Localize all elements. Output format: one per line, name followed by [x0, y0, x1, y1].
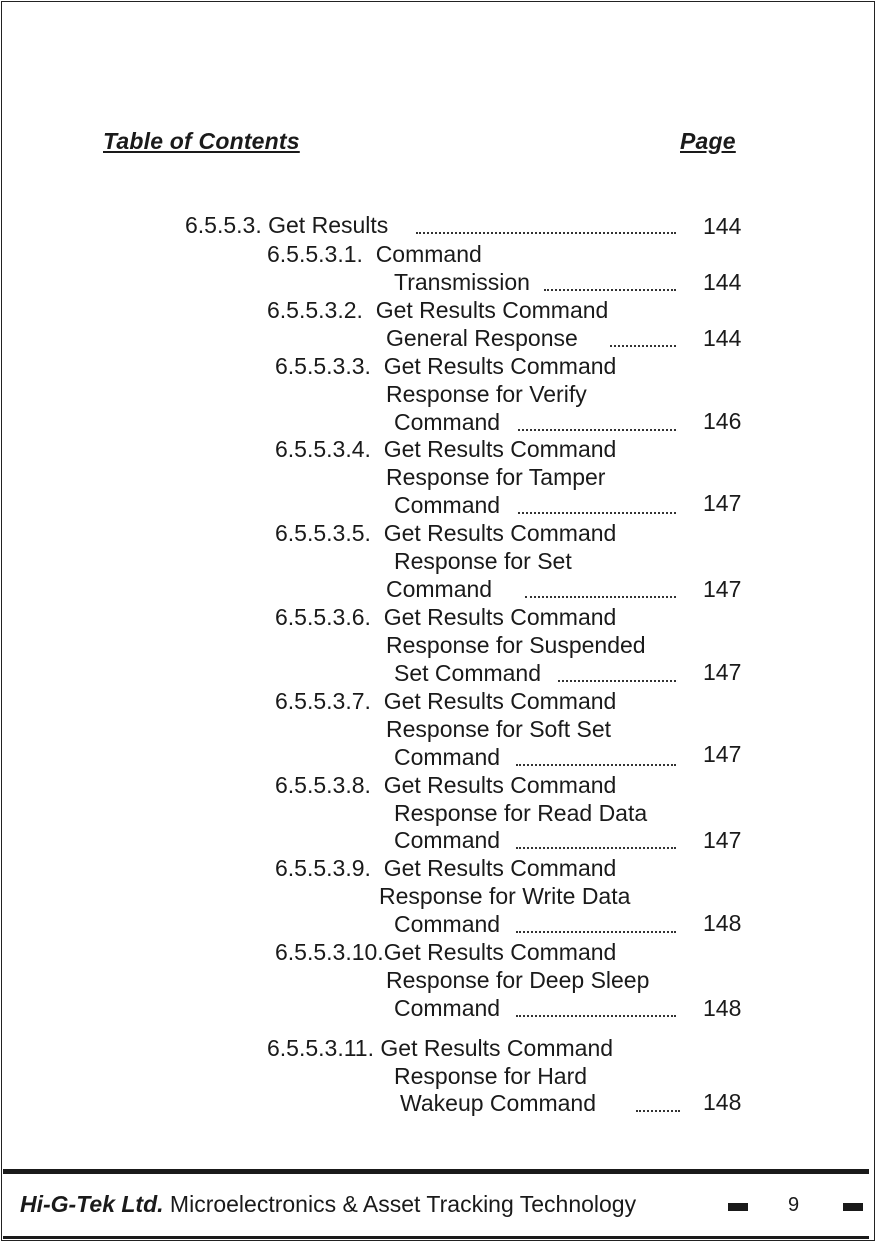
- toc-entry-page: 144: [703, 269, 742, 295]
- leader-dots: [516, 1013, 676, 1017]
- toc-entry-text: 6.5.5.3.3. Get Results Command: [275, 353, 617, 379]
- toc-entry-page: 147: [703, 576, 742, 602]
- toc-entry-page: 148: [703, 995, 742, 1021]
- toc-entry-text: 6.5.5.3.8. Get Results Command: [275, 772, 617, 798]
- page-column-label: Page: [680, 128, 736, 154]
- footer-bar-right: [843, 1203, 863, 1211]
- company-name: Hi-G-Tek Ltd.: [20, 1191, 164, 1217]
- toc-entry-text: Command: [394, 827, 501, 853]
- toc-entry-text: Set Command: [394, 660, 542, 686]
- toc-entry-text: Command: [386, 576, 493, 602]
- toc-entry-text: Response for Soft Set: [386, 716, 612, 742]
- leader-dots: [416, 230, 676, 234]
- leader-dots: [518, 427, 676, 431]
- toc-entry-page: 147: [703, 827, 742, 853]
- toc-entry-text: General Response: [386, 325, 578, 351]
- leader-dots: [516, 762, 676, 766]
- toc-entry-text: Response for Deep Sleep: [386, 967, 650, 993]
- leader-dots: [525, 594, 676, 598]
- toc-entry-text: Transmission: [394, 269, 530, 295]
- toc-entry-page: 144: [703, 213, 742, 239]
- toc-entry-text: Wakeup Command: [400, 1090, 597, 1116]
- toc-entry-text: 6.5.5.3.11. Get Results Command: [267, 1035, 614, 1061]
- leader-dots: [516, 845, 676, 849]
- toc-entry-text: Response for Suspended: [386, 632, 646, 658]
- toc-entry-text: Response for Write Data: [379, 883, 631, 909]
- toc-entry-text: Command: [394, 995, 501, 1021]
- toc-entry-text: Command: [394, 409, 501, 435]
- toc-entry-text: 6.5.5.3.5. Get Results Command: [275, 520, 617, 546]
- toc-entry-text: 6.5.5.3.6. Get Results Command: [275, 604, 617, 630]
- leader-dots: [516, 929, 676, 933]
- company-tagline: Microelectronics & Asset Tracking Technology: [163, 1191, 637, 1217]
- leader-dots: [558, 678, 676, 682]
- bottom-rule: [3, 1236, 869, 1239]
- footer-rule: [3, 1169, 869, 1174]
- toc-entry-text: 6.5.5.3.1. Command: [267, 241, 482, 267]
- toc-entry-text: 6.5.5.3.10.Get Results Command: [275, 939, 617, 965]
- leader-dots: [610, 343, 676, 347]
- page-number: 9: [788, 1194, 800, 1216]
- leader-dots: [544, 287, 676, 291]
- toc-entry-text: 6.5.5.3.7. Get Results Command: [275, 688, 617, 714]
- toc-entry-text: 6.5.5.3. Get Results: [185, 212, 389, 238]
- toc-entry-page: 147: [703, 490, 742, 516]
- leader-dots: [518, 510, 676, 514]
- toc-entry-text: Command: [394, 911, 501, 937]
- toc-entry-page: 146: [703, 408, 742, 434]
- toc-entry-page: 147: [703, 659, 742, 685]
- toc-entry-text: 6.5.5.3.9. Get Results Command: [275, 855, 617, 881]
- toc-entry-text: Command: [394, 744, 501, 770]
- toc-entry-text: Response for Tamper: [386, 464, 606, 490]
- toc-entry-text: Response for Read Data: [394, 800, 648, 826]
- toc-entry-text: Command: [394, 492, 501, 518]
- footer-bar-left: [728, 1203, 748, 1211]
- toc-title: Table of Contents: [103, 128, 300, 154]
- toc-entry-page: 147: [703, 741, 742, 767]
- toc-entry-page: 148: [703, 910, 742, 936]
- leader-dots: [636, 1108, 680, 1112]
- toc-entry-text: Response for Set: [394, 548, 572, 574]
- toc-entry-text: Response for Verify: [386, 381, 587, 407]
- toc-entry-text: 6.5.5.3.2. Get Results Command: [267, 297, 609, 323]
- footer-text: [20, 1191, 636, 1218]
- toc-entry-text: 6.5.5.3.4. Get Results Command: [275, 436, 617, 462]
- toc-entry-page: 144: [703, 325, 742, 351]
- toc-entry-text: Response for Hard: [394, 1063, 588, 1089]
- toc-entry-page: 148: [703, 1089, 742, 1115]
